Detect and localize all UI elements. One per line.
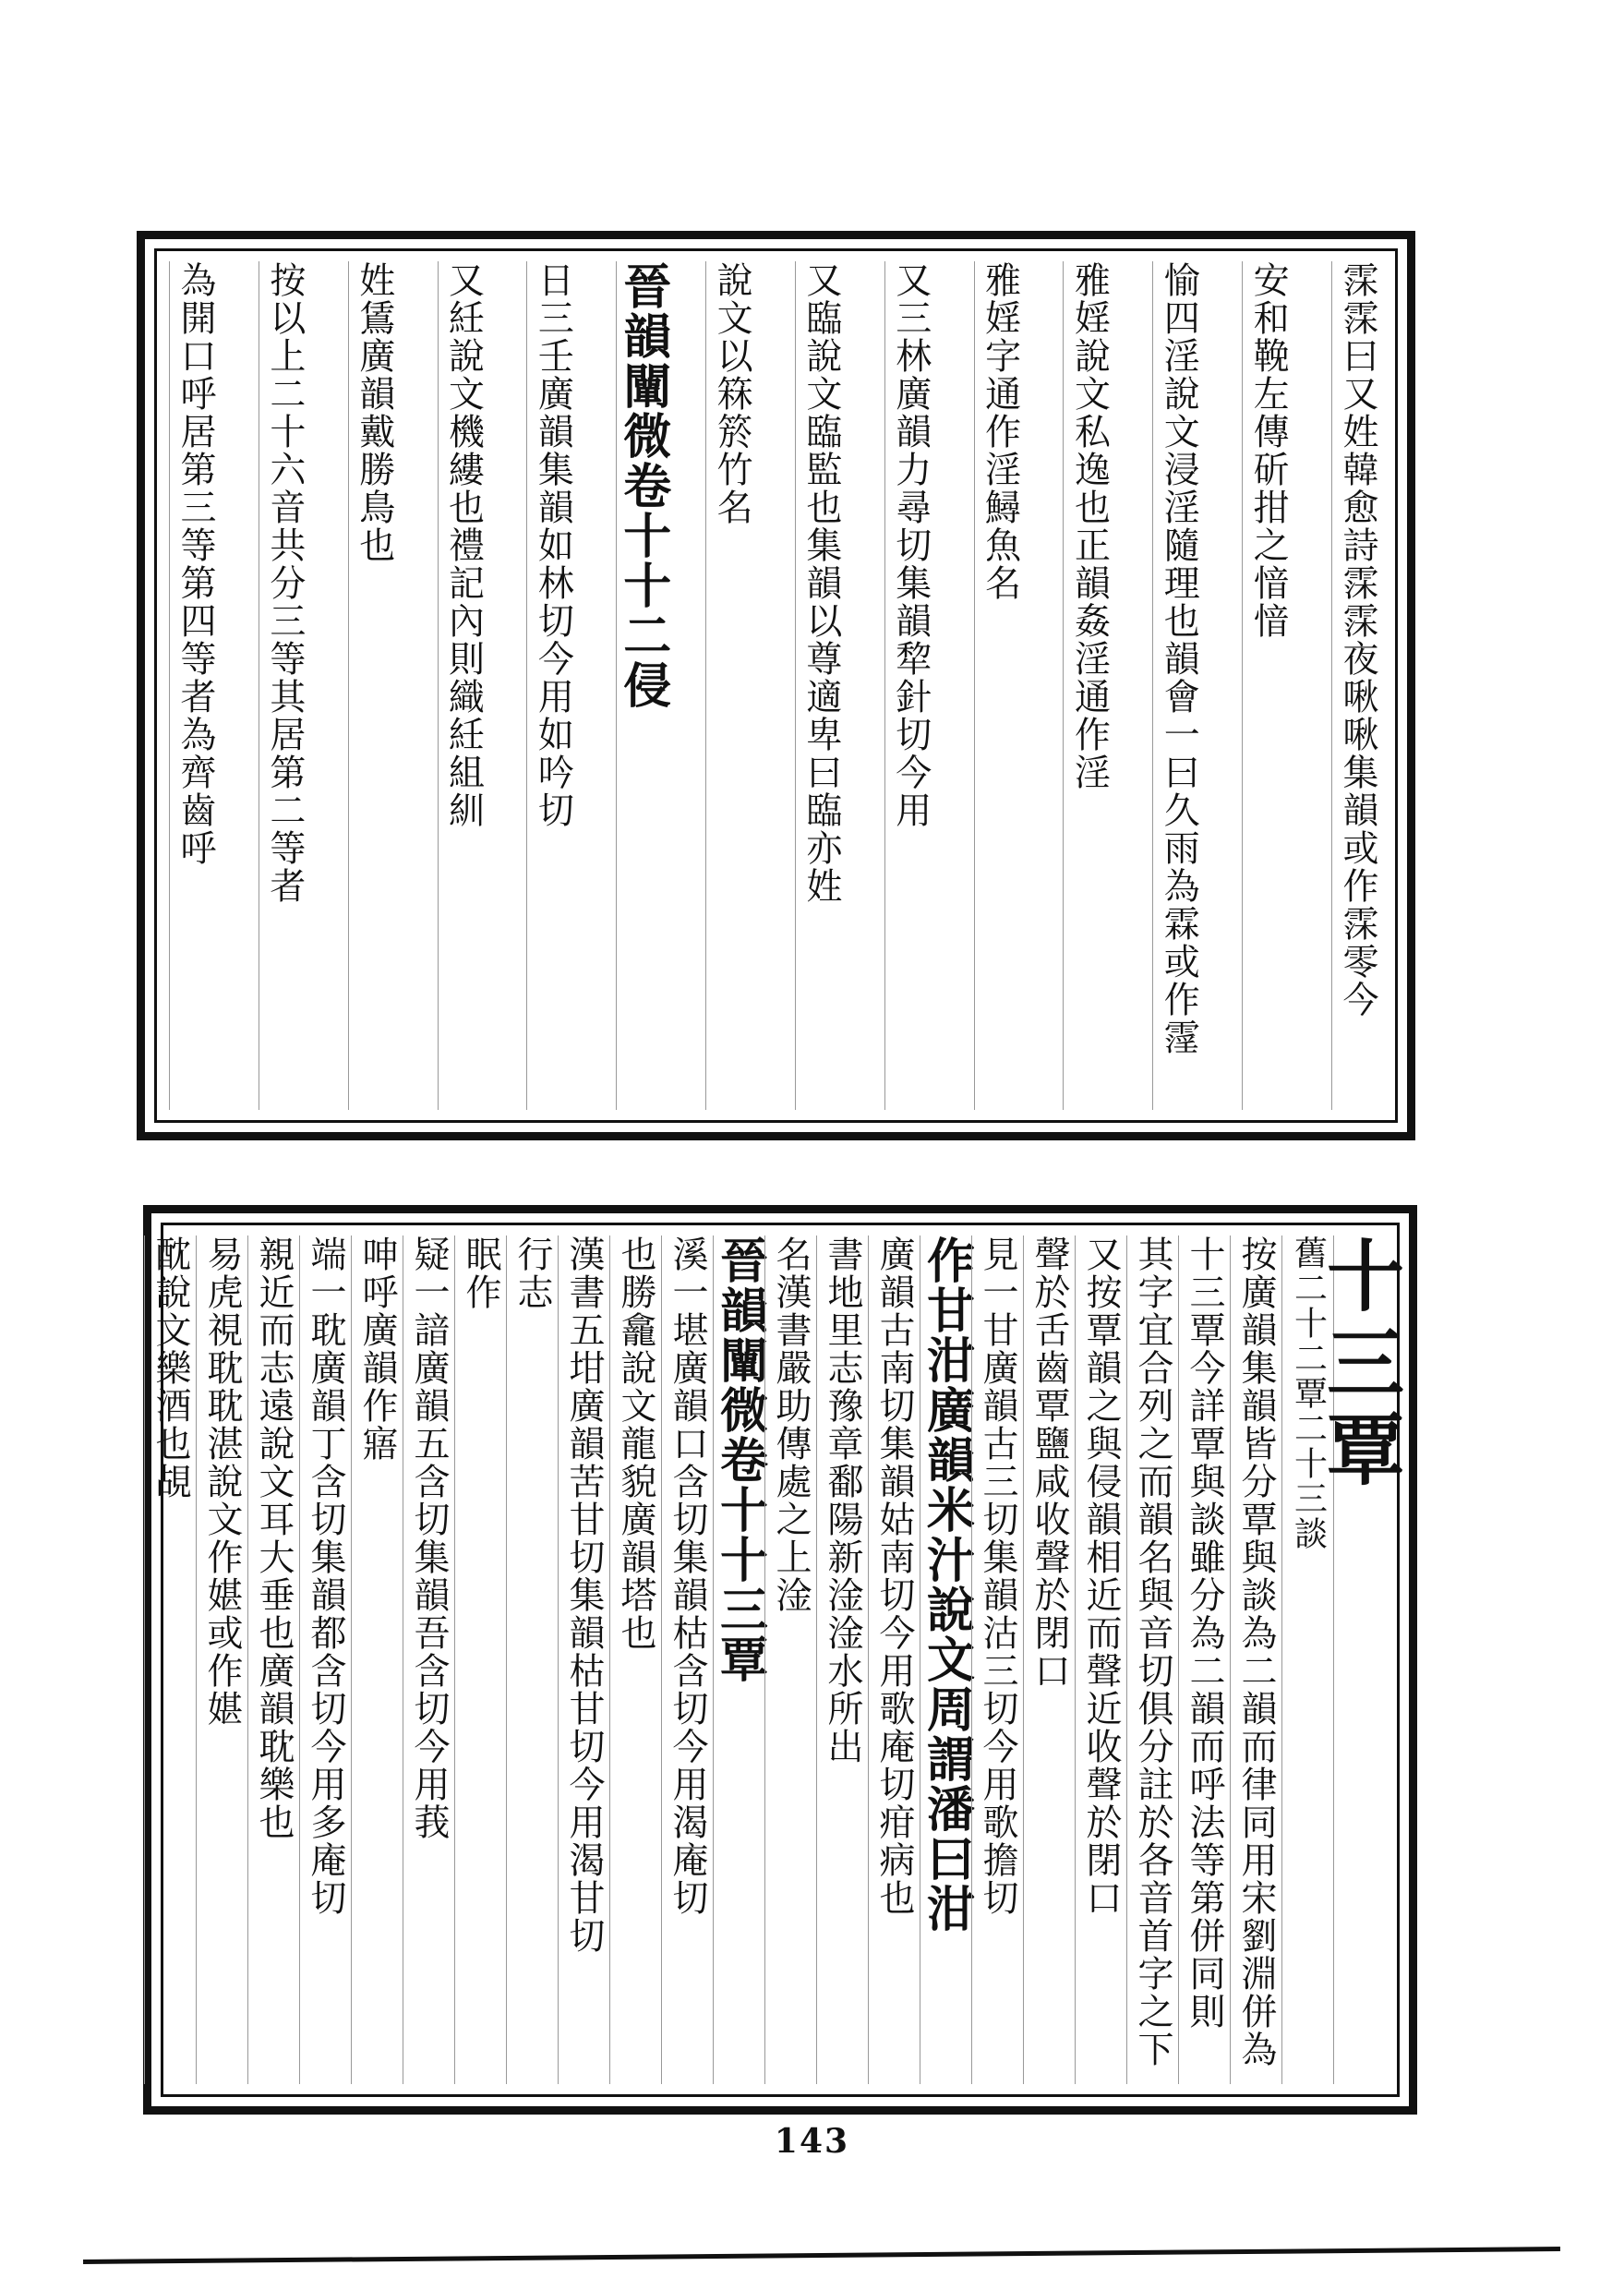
bottom-column-text: 書地里志豫章鄱陽新淦淦水所出 (822, 1235, 863, 1766)
bottom-column-text: 溪一堪廣韻口含切集韻枯含切今用渴庵切 (667, 1235, 708, 1917)
bottom-column-text: 十三覃今詳覃與談雖分為二韻而呼法等第併同則 (1184, 1235, 1225, 2031)
top-column-text: 雅婬說文私逸也正韻姦淫通作淫 (1068, 261, 1111, 791)
bottom-column-text: 聲於舌齒覃鹽咸收聲於閉口 (1029, 1235, 1070, 1690)
top-column-text: 又三林廣韻力尋切集韻犂針切今用 (889, 261, 932, 829)
top-column-text: 日三壬廣韻集韻如林切今用如吟切 (532, 261, 574, 829)
bottom-column (661, 1235, 713, 2084)
bottom-column (711, 1235, 768, 2084)
bottom-column (1230, 1235, 1281, 2084)
bottom-column (1178, 1235, 1230, 2084)
top-column (795, 261, 847, 1110)
bottom-column-text: 行志 (511, 1235, 553, 1311)
bottom-column (247, 1235, 299, 2084)
bottom-column-text: 作甘泔廣韻米汁說文周謂潘曰泔 (918, 1235, 975, 1934)
bottom-column (299, 1235, 351, 2084)
top-column (884, 261, 936, 1110)
bottom-column (558, 1235, 609, 2084)
top-column-text: 雅婬字通作淫鱘魚名 (979, 261, 1021, 602)
bottom-column-text: 又按覃韻之與侵韻相近而聲近收聲於閉口 (1080, 1235, 1122, 1917)
bottom-column (609, 1235, 661, 2084)
bottom-column-text: 眠作 (460, 1235, 501, 1311)
top-column (1242, 261, 1293, 1110)
bottom-column-text: 十三覃 (1314, 1235, 1406, 1496)
top-column-text: 愉四淫說文浸淫隨理也韻會一曰久雨為霖或作霪 (1158, 261, 1200, 1056)
bottom-rule (83, 2247, 1560, 2264)
bottom-column (1126, 1235, 1178, 2084)
bottom-column (506, 1235, 558, 2084)
top-column-text: 又紝說文機縷也禮記內則織紝組紃 (442, 261, 485, 829)
bottom-column-text: 廣韻古南切集韻姑南切今用歌庵切疳病也 (873, 1235, 915, 1917)
bottom-column-text: 親近而志遠說文耳大垂也廣韻耽樂也 (253, 1235, 295, 1841)
top-text-columns (169, 261, 1383, 1110)
top-column (974, 261, 1026, 1110)
bottom-column (918, 1235, 975, 2084)
top-column (1063, 261, 1114, 1110)
bottom-column-text: 易虎視耽耽湛說文作媅或作媅 (201, 1235, 243, 1728)
top-column (438, 261, 489, 1110)
bottom-column (1023, 1235, 1075, 2084)
bottom-column-text: 也勝龕說文龍貌廣韻塔也 (615, 1235, 656, 1652)
top-column-text: 為開口呼居第三等第四等者為齊齒呼 (174, 261, 216, 867)
top-page-panel (137, 231, 1415, 1140)
top-column-text: 霂霂曰又姓韓愈詩霂霂夜啾啾集韻或作霂零今 (1336, 261, 1378, 1018)
bottom-column-text: 疑一諳廣韻五含切集韻吾含切今用莪 (408, 1235, 450, 1841)
bottom-column-text: 漢書五坩廣韻苦甘切集韻枯甘切今用渴甘切 (563, 1235, 605, 1955)
bottom-column-text: 酖說文樂酒也覘 (150, 1235, 191, 1501)
top-column (169, 261, 221, 1110)
bottom-page-panel (143, 1205, 1417, 2115)
top-column-text: 按以上二十六音共分三等其居第二等者 (263, 261, 306, 905)
bottom-column (971, 1235, 1023, 2084)
bottom-column (351, 1235, 403, 2084)
top-column-text: 說文以箖箊竹名 (711, 261, 753, 526)
bottom-column (144, 1235, 196, 2084)
bottom-column (764, 1235, 816, 2084)
bottom-column (1075, 1235, 1126, 2084)
bottom-column-text: 名漢書嚴助傳處之上淦 (770, 1235, 812, 1614)
top-column-text: 又臨說文臨監也集韻以尊適卑曰臨亦姓 (800, 261, 842, 905)
bottom-column-text: 按廣韻集韻皆分覃與談為二韻而律同用宋劉淵併為 (1235, 1235, 1277, 2068)
top-column (1331, 261, 1383, 1110)
top-column (348, 261, 400, 1110)
bottom-column-text: 舊二十二覃二十三談 (1289, 1235, 1328, 1551)
top-column (705, 261, 757, 1110)
bottom-column (196, 1235, 247, 2084)
top-column (526, 261, 578, 1110)
bottom-column-text: 其字宜合列之而韻名與音切俱分註於各音首字之下 (1132, 1235, 1173, 2068)
top-column (1152, 261, 1204, 1110)
page-number: 143 (774, 2122, 850, 2161)
bottom-column-text: 晉韻闡微卷十十三覃 (711, 1235, 768, 1684)
bottom-column-text: 呻呼廣韻作寤 (356, 1235, 398, 1463)
top-column (614, 261, 671, 1110)
top-column-text: 晉韻闡微卷十十二侵 (614, 261, 671, 710)
bottom-column (816, 1235, 868, 2084)
bottom-column (454, 1235, 506, 2084)
top-column-text: 姓鵀廣韻戴勝鳥也 (353, 261, 395, 564)
bottom-text-columns (150, 1235, 1406, 2084)
top-column (259, 261, 310, 1110)
top-column-text: 安和鞔左傳斫拑之愔愔 (1247, 261, 1290, 640)
bottom-column (1314, 1235, 1406, 2084)
bottom-column-text: 見一甘廣韻古三切集韻沽三切今用歌擔切 (977, 1235, 1018, 1917)
bottom-column (868, 1235, 920, 2084)
bottom-column (403, 1235, 454, 2084)
bottom-column-text: 端一耽廣韻丁含切集韻都含切今用多庵切 (305, 1235, 346, 1917)
